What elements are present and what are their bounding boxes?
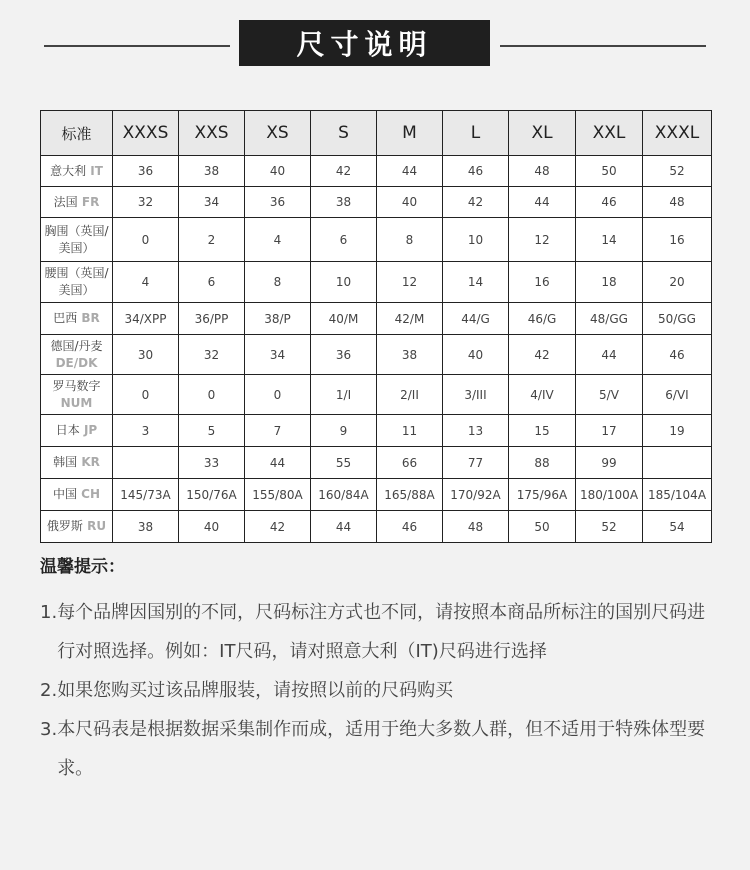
row-label-text: 巴西 — [53, 311, 78, 325]
table-cell: 0 — [179, 375, 245, 415]
table-cell: 99 — [576, 447, 643, 479]
table-cell: 7 — [245, 415, 311, 447]
table-cell: 40 — [377, 187, 443, 218]
table-cell: 48/GG — [576, 303, 643, 335]
title-rule-left — [44, 45, 230, 47]
table-cell: 40 — [443, 335, 509, 375]
table-cell: 155/80A — [245, 479, 311, 511]
table-cell: 48 — [443, 511, 509, 543]
table-cell: 46 — [377, 511, 443, 543]
table-cell: 6/VI — [643, 375, 712, 415]
row-label-cell — [41, 218, 113, 262]
table-cell: 42 — [311, 156, 377, 187]
table-cell: 46 — [443, 156, 509, 187]
table-cell: 44 — [311, 511, 377, 543]
notes-section — [40, 552, 720, 788]
table-cell: 19 — [643, 415, 712, 447]
table-cell: 50 — [509, 511, 576, 543]
row-label-cell — [41, 447, 113, 479]
table-cell: 3 — [113, 415, 179, 447]
row-label-code: DE/DK — [55, 355, 98, 370]
row-label-text: 罗马数字 — [52, 378, 101, 393]
table-cell: 0 — [113, 375, 179, 415]
table-cell: 145/73A — [113, 479, 179, 511]
table-cell: 54 — [643, 511, 712, 543]
table-cell: 55 — [311, 447, 377, 479]
size-header-cell: L — [443, 111, 509, 156]
size-chart-table — [40, 110, 712, 543]
table-cell: 8 — [377, 218, 443, 262]
table-cell: 175/96A — [509, 479, 576, 511]
size-header-cell: XXXL — [643, 111, 712, 156]
row-label-cell — [41, 479, 113, 511]
table-cell: 5/V — [576, 375, 643, 415]
table-cell: 14 — [443, 262, 509, 303]
row-label-cell — [41, 262, 113, 303]
table-row — [41, 187, 712, 218]
table-cell: 46/G — [509, 303, 576, 335]
table-cell: 48 — [509, 156, 576, 187]
note-text: 本尺码表是根据数据采集制作而成，适用于绝大多数人群，但不适用于特殊体型要求。 — [57, 719, 706, 779]
table-cell: 34/XPP — [113, 303, 179, 335]
row-label-cell — [41, 375, 113, 415]
table-row — [41, 303, 712, 335]
table-row — [41, 511, 712, 543]
table-cell: 14 — [576, 218, 643, 262]
table-cell: 3/III — [443, 375, 509, 415]
table-cell: 36/PP — [179, 303, 245, 335]
row-label-cell — [41, 156, 113, 187]
note-number: 1. — [40, 602, 58, 623]
row-label-text: 法国 — [53, 194, 78, 209]
table-cell: 180/100A — [576, 479, 643, 511]
table-cell: 1/I — [311, 375, 377, 415]
table-cell: 150/76A — [179, 479, 245, 511]
table-cell: 42 — [509, 335, 576, 375]
row-label-text: 中国 — [52, 487, 77, 501]
row-label-text: 腰围（英国/美国） — [44, 266, 109, 297]
note-item — [40, 710, 720, 788]
size-header-cell: XXL — [576, 111, 643, 156]
table-cell: 185/104A — [643, 479, 712, 511]
table-cell: 66 — [377, 447, 443, 479]
table-cell: 0 — [245, 375, 311, 415]
row-label-text: 德国/丹麦 — [50, 338, 103, 353]
table-cell: 38 — [113, 511, 179, 543]
note-number: 2. — [40, 680, 58, 701]
table-cell: 12 — [509, 218, 576, 262]
notes-list — [40, 593, 720, 788]
table-cell: 4 — [245, 218, 311, 262]
table-cell: 32 — [113, 187, 179, 218]
row-label-text: 胸围（英国/美国） — [44, 223, 109, 255]
table-row — [41, 415, 712, 447]
note-item — [40, 593, 720, 671]
table-cell: 6 — [179, 262, 245, 303]
table-cell: 32 — [179, 335, 245, 375]
table-cell: 46 — [643, 335, 712, 375]
table-cell: 50 — [576, 156, 643, 187]
table-cell: 44 — [245, 447, 311, 479]
size-header-cell: XXXS — [113, 111, 179, 156]
row-label-cell — [41, 303, 113, 335]
title-rule-right — [500, 45, 706, 47]
table-cell: 48 — [643, 187, 712, 218]
size-header-cell: XXS — [179, 111, 245, 156]
size-header-cell: S — [311, 111, 377, 156]
table-cell: 44 — [576, 335, 643, 375]
table-cell: 42 — [245, 511, 311, 543]
table-cell: 30 — [113, 335, 179, 375]
notes-heading: 温馨提示： — [40, 557, 125, 577]
table-cell — [113, 447, 179, 479]
note-text: 每个品牌因国别的不同，尺码标注方式也不同，请按照本商品所标注的国别尺码进行对照选择。例如：IT尺码，请对照意大利（IT)尺码进行选择 — [57, 602, 706, 662]
table-cell: 46 — [576, 187, 643, 218]
row-label-code: BR — [77, 311, 100, 325]
table-cell: 13 — [443, 415, 509, 447]
row-label-code: FR — [77, 194, 100, 209]
table-cell: 10 — [443, 218, 509, 262]
table-cell: 17 — [576, 415, 643, 447]
table-cell: 34 — [179, 187, 245, 218]
table-cell: 44/G — [443, 303, 509, 335]
row-label-cell — [41, 415, 113, 447]
size-header-cell: XS — [245, 111, 311, 156]
table-cell: 40 — [179, 511, 245, 543]
table-cell: 42/M — [377, 303, 443, 335]
table-cell: 44 — [509, 187, 576, 218]
row-label-text: 韩国 — [53, 455, 78, 469]
table-cell: 38 — [179, 156, 245, 187]
table-cell: 15 — [509, 415, 576, 447]
table-cell: 34 — [245, 335, 311, 375]
table-cell — [643, 447, 712, 479]
note-number: 3. — [40, 719, 58, 740]
table-cell: 4/IV — [509, 375, 576, 415]
table-cell: 16 — [643, 218, 712, 262]
table-cell: 170/92A — [443, 479, 509, 511]
table-cell: 38 — [311, 187, 377, 218]
row-label-code: CH — [76, 487, 101, 501]
table-cell: 44 — [377, 156, 443, 187]
table-cell: 20 — [643, 262, 712, 303]
row-label-code: NUM — [60, 395, 93, 410]
table-cell: 8 — [245, 262, 311, 303]
row-label-code: KR — [77, 455, 100, 469]
table-cell: 165/88A — [377, 479, 443, 511]
table-cell: 16 — [509, 262, 576, 303]
size-header-cell: M — [377, 111, 443, 156]
table-cell: 88 — [509, 447, 576, 479]
table-cell: 38 — [377, 335, 443, 375]
row-label-text: 意大利 — [50, 163, 87, 178]
table-row — [41, 335, 712, 375]
table-cell: 6 — [311, 218, 377, 262]
size-header-cell: XL — [509, 111, 576, 156]
table-row — [41, 262, 712, 303]
table-cell: 10 — [311, 262, 377, 303]
table-cell: 36 — [245, 187, 311, 218]
note-text: 如果您购买过该品牌服装，请按照以前的尺码购买 — [57, 680, 454, 701]
title-bar — [0, 0, 750, 90]
table-cell: 18 — [576, 262, 643, 303]
table-row — [41, 218, 712, 262]
table-cell: 12 — [377, 262, 443, 303]
table-cell: 33 — [179, 447, 245, 479]
table-cell: 42 — [443, 187, 509, 218]
row-label-code: IT — [86, 163, 103, 178]
row-label-code: JP — [79, 423, 98, 437]
table-cell: 50/GG — [643, 303, 712, 335]
table-cell: 77 — [443, 447, 509, 479]
table-cell: 2 — [179, 218, 245, 262]
table-header-row — [41, 111, 712, 156]
header-corner-cell: 标准 — [41, 111, 113, 156]
table-cell: 40/M — [311, 303, 377, 335]
table-cell: 38/P — [245, 303, 311, 335]
table-cell: 9 — [311, 415, 377, 447]
table-row — [41, 375, 712, 415]
table-row — [41, 479, 712, 511]
table-cell: 0 — [113, 218, 179, 262]
table-cell: 36 — [113, 156, 179, 187]
row-label-cell — [41, 187, 113, 218]
row-label-cell — [41, 511, 113, 543]
row-label-cell — [41, 335, 113, 375]
table-cell: 2/II — [377, 375, 443, 415]
page-title: 尺寸说明 — [239, 20, 490, 66]
table-cell: 5 — [179, 415, 245, 447]
row-label-text: 俄罗斯 — [46, 519, 83, 533]
table-cell: 40 — [245, 156, 311, 187]
table-cell: 36 — [311, 335, 377, 375]
table-row — [41, 447, 712, 479]
row-label-text: 日本 — [55, 423, 80, 437]
table-cell: 52 — [576, 511, 643, 543]
table-cell: 4 — [113, 262, 179, 303]
table-cell: 160/84A — [311, 479, 377, 511]
table-cell: 11 — [377, 415, 443, 447]
row-label-code: RU — [82, 519, 107, 533]
note-item — [40, 671, 720, 710]
table-row — [41, 156, 712, 187]
table-cell: 52 — [643, 156, 712, 187]
